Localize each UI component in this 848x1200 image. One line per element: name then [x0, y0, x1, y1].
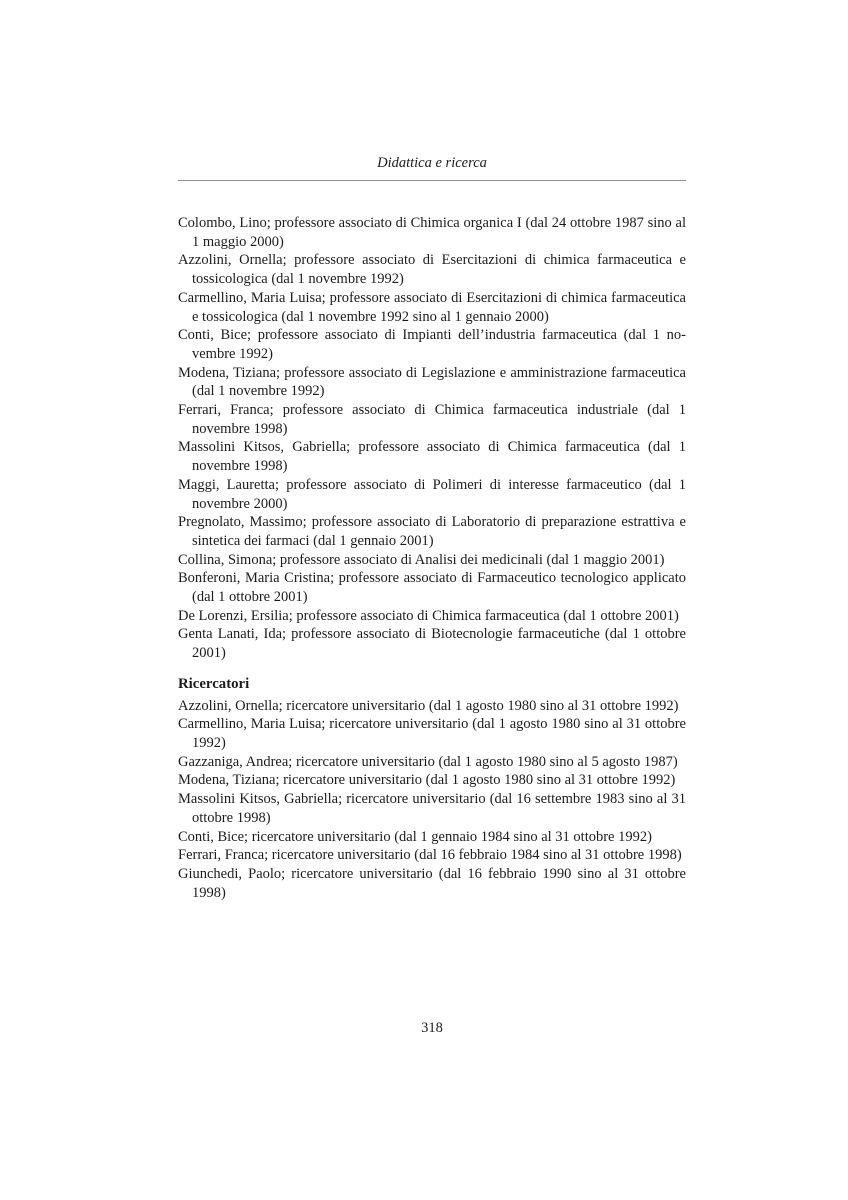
list-entry: Modena, Tiziana; ricercatore universitario (dal 1 agosto 1980 sino al 31 ottobre 1992) [178, 772, 676, 789]
list-entry: Giunchedi, Paolo; ricercatore universitario (dal 16 febbraio 1990 sino al 31 ottobre 1998) [178, 865, 686, 901]
running-header: Didattica e ricerca [377, 155, 487, 171]
list-entry: Collina, Simona; professore associato di Analisi dei medicinali (dal 1 maggio 2001) [178, 551, 665, 568]
list-entry: Conti, Bice; ricercatore universitario (dal 1 gennaio 1984 sino al 31 ottobre 1992) [178, 828, 652, 845]
header-rule [178, 180, 686, 181]
list-entry: Conti, Bice; professore associato di Impianti dell’industria farmaceutica (dal 1 novembre 1992) [178, 327, 686, 362]
list-entry: Ferrari, Franca; ricercatore universitario (dal 16 febbraio 1984 sino al 31 ottobre 1998) [178, 847, 682, 864]
list-entry: Massolini Kitsos, Gabriella; professore associato di Chimica farmaceutica (dal 1 novembre 1998) [178, 439, 686, 475]
page-content [178, 154, 686, 902]
list-entry: Ferrari, Franca; professore associato di Chimica farmaceutica industriale (dal 1 novembre 1998) [178, 402, 686, 437]
list-entry: Carmellino, Maria Luisa; professore associato di Esercitazioni di chimica farmaceutica e tossicologica (dal 1 novembre 1992 sino al 1 gennaio 2000) [178, 289, 686, 325]
list-entry: Bonferoni, Maria Cristina; professore associato di Farmaceutico tecnologico applicato (dal 1 ottobre 2001) [178, 570, 686, 606]
list-entry: Azzolini, Ornella; ricercatore universitario (dal 1 agosto 1980 sino al 31 ottobre 1992) [178, 697, 679, 714]
list-entry: De Lorenzi, Ersilia; professore associato di Chimica farmaceutica (dal 1 ottobre 2001) [178, 607, 679, 624]
list-entry: Maggi, Lauretta; professore associato di Polimeri di interesse farmaceutico (dal 1 novembre 2000) [178, 476, 686, 512]
list-entry: Colombo, Lino; professore associato di Chimica organica I (dal 24 ottobre 1987 sino al 1 maggio 2000) [178, 215, 686, 250]
page-body [178, 214, 686, 902]
list-entry: Massolini Kitsos, Gabriella; ricercatore universitario (dal 16 settembre 1983 sino al 31 ottobre 1998) [178, 791, 686, 826]
list-entry: Azzolini, Ornella; professore associato di Esercitazioni di chimica farmaceutica e tossicologica (dal 1 novembre 1992) [178, 252, 686, 288]
page-number: 318 [421, 1020, 443, 1036]
section-heading-ricercatori: Ricercatori [178, 675, 250, 692]
list-entry: Gazzaniga, Andrea; ricercatore universitario (dal 1 agosto 1980 sino al 5 agosto 1987) [178, 753, 678, 770]
list-entry: Carmellino, Maria Luisa; ricercatore universitario (dal 1 agosto 1980 sino al 31 ottobre 1992) [178, 716, 686, 751]
list-entry: Genta Lanati, Ida; professore associato di Biotecnologie farmaceutiche (dal 1 ottobre 2001) [178, 626, 686, 662]
list-entry: Modena, Tiziana; professore associato di Legislazione e amministrazione farmaceutica (dal 1 novembre 1992) [178, 364, 686, 400]
list-entry: Pregnolato, Massimo; professore associato di Laboratorio di preparazione estrattiva e sintetica dei farmaci (dal 1 gennaio 2001) [178, 514, 686, 549]
